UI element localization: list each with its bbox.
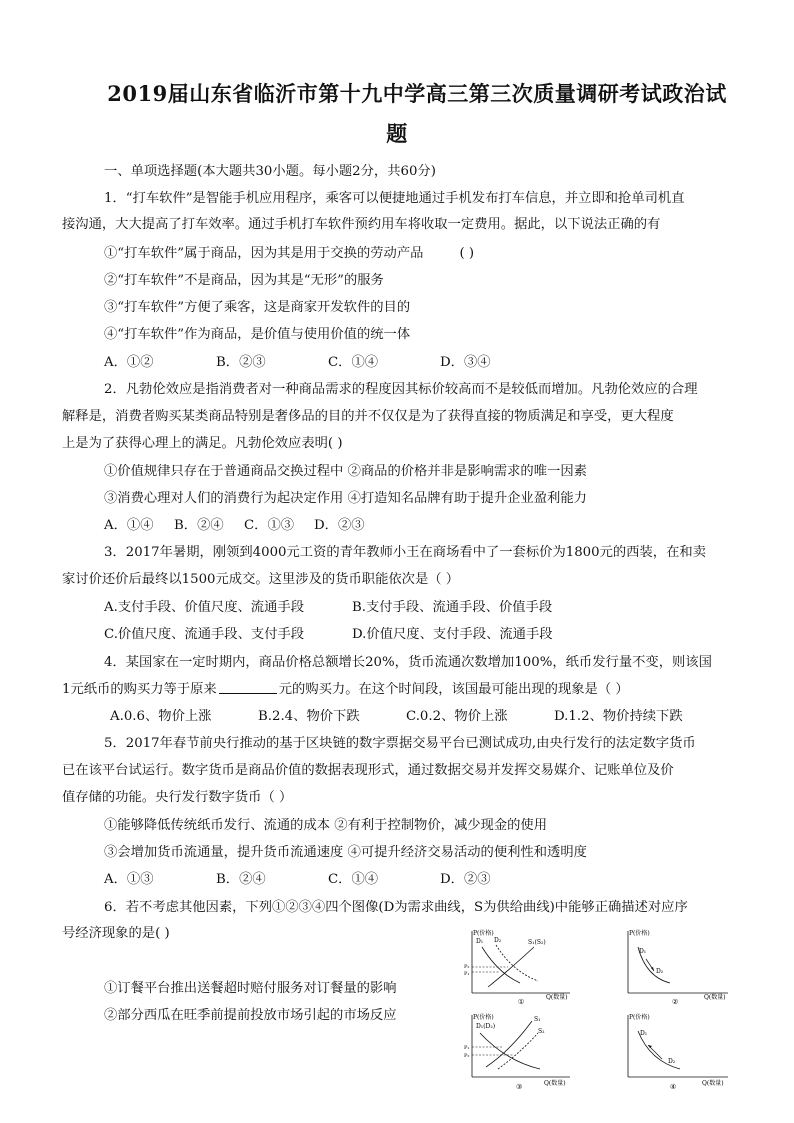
q2-stem-line3: 上是为了获得心理上的满足。凡勃伦效应表明( ) [62,436,343,451]
q3-choices-row1 [104,596,600,615]
fig4-ylabel: P(价格) [629,1014,650,1021]
q6-figures [458,925,734,1090]
q1-option-3: ③“打车软件”方便了乘客，这是商家开发软件的目的 [104,300,411,315]
fig2-d1-label: D₁ [639,948,647,955]
q2-choice-b[interactable]: B．②④ [174,518,224,533]
figure-1 [458,925,576,1005]
fig3-number: ③ [516,1083,523,1089]
q3-choice-a[interactable]: A.支付手段、价值尺度、流通手段 [104,600,304,615]
q1-choice-b[interactable]: B．②③ [216,355,266,370]
q5-choice-c[interactable]: C．①④ [328,872,379,887]
q3-choice-b[interactable]: B.支付手段、流通手段、价值手段 [352,600,553,615]
q6-option-2: ②部分西瓜在旺季前提前投放市场引起的市场反应 [104,1008,397,1023]
figure-2 [616,925,734,1005]
q1-choice-a[interactable]: A．①② [104,355,154,370]
fig3-s1-label: S₁ [534,1016,541,1023]
fig4-d2-label: D₂ [668,1058,676,1065]
fig4-xlabel: Q(数量) [702,1080,724,1087]
fig1-s-label: S₁(S₂) [528,939,546,946]
fig1-ylabel: P(价格) [473,930,494,937]
q2-choice-a[interactable]: A．①④ [104,518,154,533]
q4-choice-c[interactable]: C.0.2、物价上涨 [406,709,508,724]
q4-stem-line2-a: 1元纸币的购买力等于原来 [62,682,217,697]
q2-choice-c[interactable]: C．①③ [244,518,295,533]
fig2-d2-label: D₂ [656,968,664,975]
q3-stem-line1: 3．2017年暑期，刚领到4000元工资的青年教师小王在商场看中了一套标价为1800元的西装，在和卖 [104,545,706,560]
q5-choice-a[interactable]: A．①③ [104,872,154,887]
fig2-xlabel: Q(数量) [704,994,726,1001]
fig3-d-label: D₁(D₂) [476,1023,496,1030]
q2-options-34: ③消费心理对人们的消费行为起决定作用 ④打造知名品牌有助于提升企业盈利能力 [104,491,587,506]
fig3-s2-label: S₂ [538,1028,545,1035]
fig4-d1-label: D₁ [640,1030,648,1037]
q2-choices [104,514,384,533]
fig3-d-curve [480,1033,540,1069]
fig1-number: ① [518,998,525,1005]
q1-option-1 [104,242,474,261]
q5-choices [104,868,552,887]
q3-choice-d[interactable]: D.价值尺度、支付手段、流通手段 [352,627,553,642]
q4-stem-line2-b: 元的购买力。在这个时间段，该国最可能出现的现象是（ ） [278,682,629,697]
q4-answer-blank[interactable] [219,681,277,694]
q6-stem-line2: 号经济现象的是( ) [62,926,170,941]
q5-stem-line3: 值存储的功能。央行发行数字货币（ ） [62,790,293,805]
fig3-xlabel: Q(数量) [544,1080,566,1087]
q1-choices [104,351,552,370]
exam-title-line1: 2019届山东省临沂市第十九中学高三第三次质量调研考试政治试 [107,81,727,106]
q1-choice-d[interactable]: D．③④ [440,355,491,370]
q5-options-34: ③会增加货币流通量，提升货币流通速度 ④可提升经济交易活动的便利性和透明度 [104,845,587,860]
q5-choice-b[interactable]: B．②④ [216,872,266,887]
fig1-xlabel: Q(数量) [546,994,568,1001]
q4-choice-b[interactable]: B.2.4、物价下跌 [258,709,360,724]
q5-options-12: ①能够降低传统纸币发行、流通的成本 ②有利于控制物价，减少现金的使用 [104,818,548,833]
q5-choice-d[interactable]: D．②③ [440,872,491,887]
q4-choices [110,705,702,724]
q4-stem-line2 [62,678,629,697]
fig3-p1-label: P₁ [464,1045,470,1051]
q1-stem-line2: 接沟通，大大提高了打车效率。通过手机打车软件预约用车将收取一定费用。据此，以下说法正确的有 [62,217,661,232]
q5-stem-line1: 5．2017年春节前央行推动的基于区块链的数字票据交易平台已测试成功,由央行发行的法定数字货币 [104,736,696,751]
q1-option-2: ②“打车软件”不是商品，因为其是“无形”的服务 [104,273,384,288]
q4-choice-a[interactable]: A.0.6、物价上涨 [110,709,212,724]
q1-answer-paren: ( ) [459,246,475,261]
fig1-p2-label: P₂ [464,964,470,970]
fig2-ylabel: P(价格) [629,930,650,937]
fig1-d1-label: D₁ [476,938,484,945]
q2-stem-line2: 解释是，消费者购买某类商品特别是奢侈品的目的并不仅仅是为了获得直接的物质满足和享受，更大程度 [62,409,674,424]
q1-stem-line1: 1．“打车软件”是智能手机应用程序，乘客可以便捷地通过手机发布打车信息，并立即和抢单司机直 [104,191,685,206]
exam-title-line2: 题 [386,121,408,146]
fig4-number: ④ [670,1083,677,1089]
figure-3 [458,1009,576,1089]
q3-stem-line2: 家讨价还价后最终以1500元成交。这里涉及的货币职能依次是（ ） [62,572,460,587]
q5-stem-line2: 已在该平台试运行。数字货币是商品价值的数据表现形式，通过数据交易并发挥交易媒介、记账单位及价 [62,763,674,778]
fig2-number: ② [672,998,679,1005]
q1-choice-c[interactable]: C．①④ [328,355,379,370]
q2-options-12: ①价值规律只存在于普通商品交换过程中 ②商品的价格并非是影响需求的唯一因素 [104,464,587,479]
q6-stem-line1: 6．若不考虑其他因素，下列①②③④四个图像(D为需求曲线，S为供给曲线)中能够正确描述对应序 [104,900,688,915]
q3-choices-row2 [104,623,600,642]
fig3-p2-label: P₂ [464,1053,470,1059]
fig1-p1-label: P₁ [464,971,470,977]
figure-4 [616,1009,734,1089]
q1-option-4: ④“打车软件”作为商品，是价值与使用价值的统一体 [104,327,411,342]
q2-stem-line1: 2．凡勃伦效应是指消费者对一种商品需求的程度因其标价较高而不是较低而增加。凡勃伦效应的合理 [104,382,698,397]
q1-option-1-text: ①“打车软件”属于商品，因为其是用于交换的劳动产品 [104,246,424,261]
fig3-ylabel: P(价格) [473,1014,494,1021]
q6-option-1: ①订餐平台推出送餐超时赔付服务对订餐量的影响 [104,981,397,996]
section-heading: 一、单项选择题(本大题共30小题。每小题2分，共60分) [104,164,436,179]
q4-choice-d[interactable]: D.1.2、物价持续下跌 [554,709,683,724]
q2-choice-d[interactable]: D．②③ [314,518,365,533]
q4-stem-line1: 4．某国家在一定时期内，商品价格总额增长20%，货币流通次数增加100%，纸币发行量不变，则该国 [104,655,712,670]
q3-choice-c[interactable]: C.价值尺度、流通手段、支付手段 [104,627,305,642]
fig1-d2-label: D₂ [494,937,502,944]
